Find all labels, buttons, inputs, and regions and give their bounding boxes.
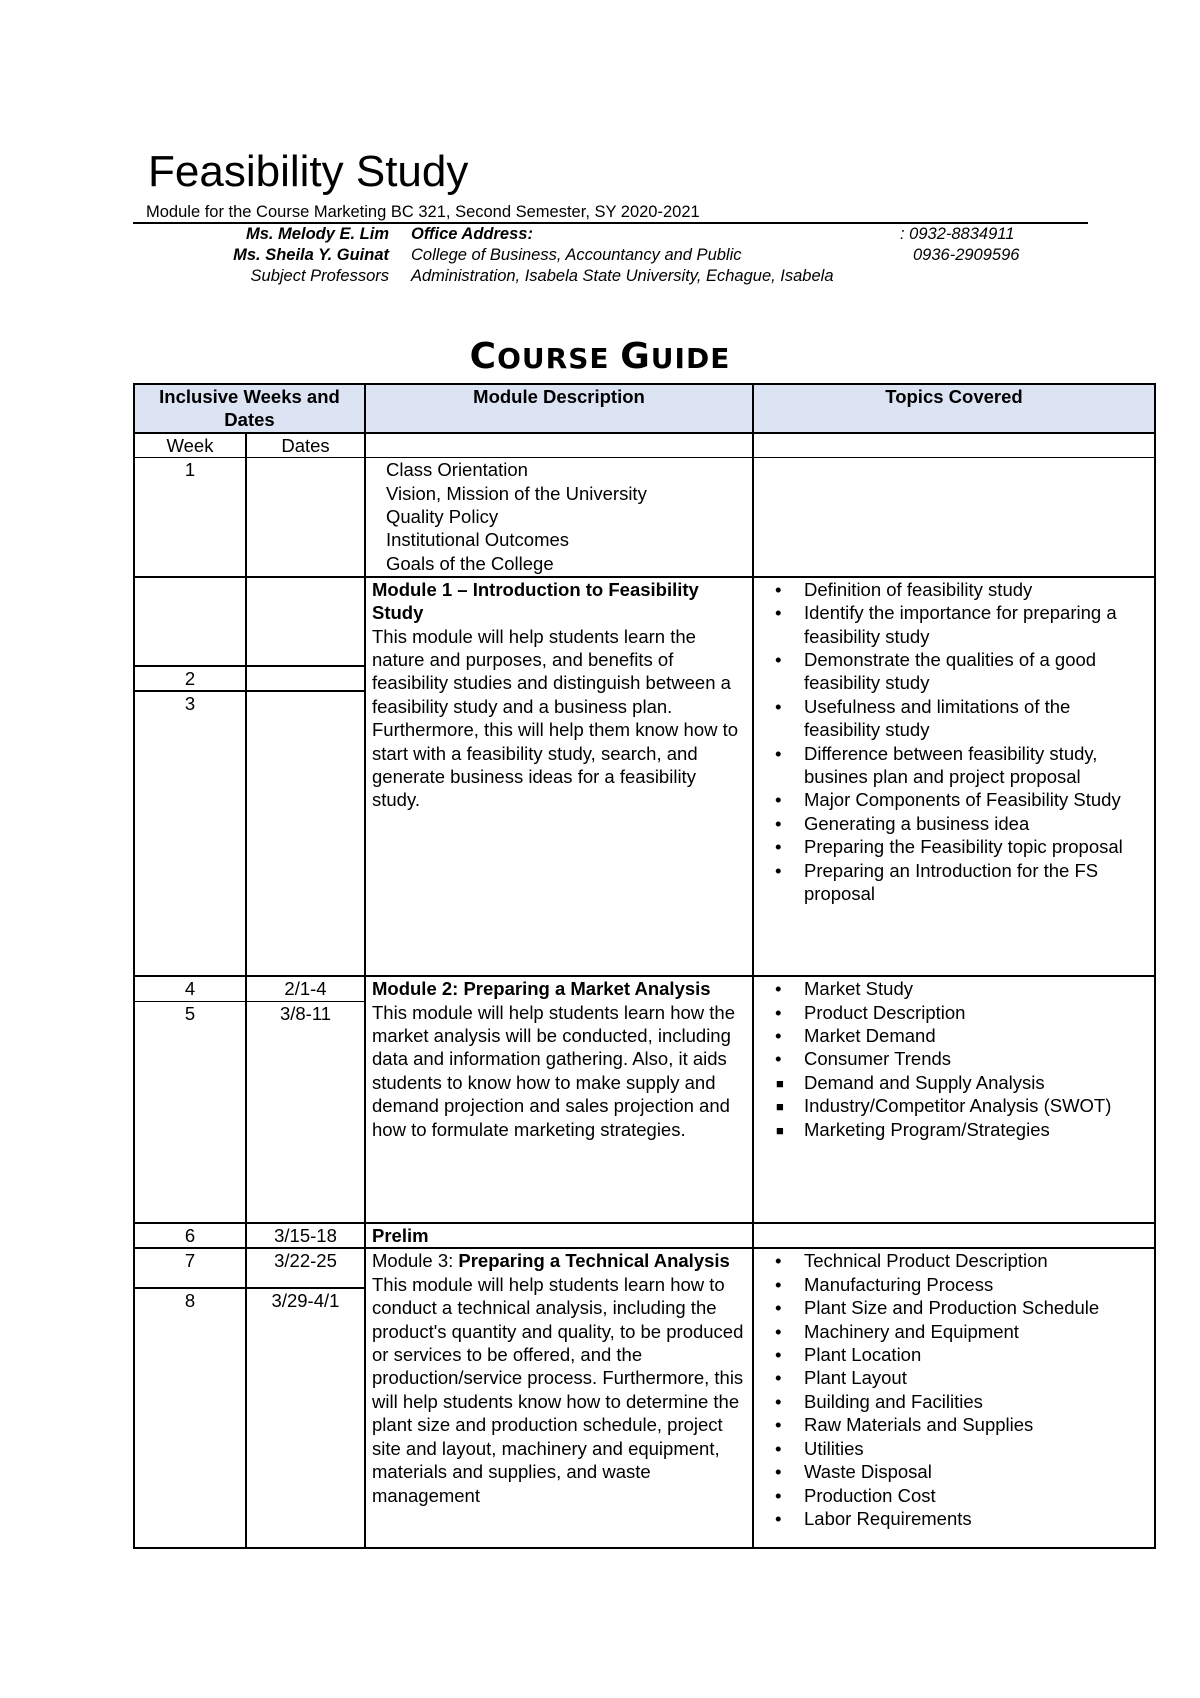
list-item: ■ Demand and Supply Analysis xyxy=(804,1071,1148,1094)
list-item: • Usefulness and limitations of the feasibility study xyxy=(775,695,1071,741)
list-item: • Technical Product Description xyxy=(775,1250,1048,1272)
office-label: Office Address: xyxy=(411,225,533,243)
bullet-icon: • xyxy=(775,1048,782,1070)
bullet-icon: • xyxy=(775,1250,782,1272)
list-item: ■ Marketing Program/Strategies xyxy=(804,1118,1148,1141)
col-header-module: Module Description xyxy=(365,384,753,433)
bullet-icon: • xyxy=(775,1437,782,1459)
subheader-dates: Dates xyxy=(246,433,365,458)
bullet-icon: • xyxy=(775,1344,782,1366)
list-item: Goals of the College xyxy=(386,552,554,574)
list-item: • Labor Requirements xyxy=(775,1507,972,1529)
prelim-row xyxy=(134,1223,1155,1248)
list-item: • Identify the importance for preparing a feasibility study xyxy=(775,602,1117,647)
list-item: • Production Cost xyxy=(775,1484,936,1506)
bullet-icon: • xyxy=(775,1484,782,1506)
office-address-line: College of Business, Accountancy and Public xyxy=(411,246,742,264)
list-item: • Demonstrate the qualities of a good feasibility study xyxy=(775,648,1097,694)
orientation-list xyxy=(365,458,753,577)
subheader-week: Week xyxy=(134,433,246,458)
module-text: This module will help students learn the nature and purposes, and benefits of feasibility studies and distinguish between a feasibility study and a business plan. Furthermore, this will help them know how to start with a feasibility study, search, and generate business ideas for a feasibility study. xyxy=(372,625,739,811)
phone-number: : 0932-8834911 xyxy=(900,225,1015,243)
professor-name: Ms. Melody E. Lim xyxy=(245,225,389,243)
list-item: • Waste Disposal xyxy=(775,1461,932,1483)
dates-cell: 3/29-4/1 xyxy=(246,1288,365,1548)
bullet-icon: • xyxy=(775,1367,782,1389)
week-cell: 8 xyxy=(134,1288,246,1548)
square-bullet-icon: ■ xyxy=(776,1075,784,1091)
list-item: • Manufacturing Process xyxy=(775,1273,994,1295)
list-item: • Preparing an Introduction for the FS proposal xyxy=(775,859,1099,904)
module2-row xyxy=(134,976,1155,1001)
list-item: • Market Demand xyxy=(775,1024,936,1046)
week-cell: 5 xyxy=(134,1001,246,1223)
square-bullet-icon: ■ xyxy=(776,1122,784,1138)
col-header-topics: Topics Covered xyxy=(753,384,1155,433)
bullet-icon: • xyxy=(775,978,782,1000)
professor-role: Subject Professors xyxy=(250,267,389,285)
dates-cell: 3/8-11 xyxy=(246,1001,365,1223)
bullet-icon: • xyxy=(775,578,782,600)
list-item: • Market Study xyxy=(775,978,913,1000)
dates-cell: 3/15-18 xyxy=(246,1223,365,1248)
week-cell: 1 xyxy=(134,458,246,577)
bullet-icon: • xyxy=(775,789,782,811)
course-guide-table xyxy=(133,383,1156,1549)
bullet-icon: • xyxy=(775,1414,782,1436)
module-title: Module 2: Preparing a Market Analysis xyxy=(372,978,711,1000)
list-item: • Generating a business idea xyxy=(775,812,1030,834)
list-item: • Plant Location xyxy=(775,1344,922,1366)
list-item: • Utilities xyxy=(775,1437,864,1459)
office-address-line: Administration, Isabela State University, Echague, Isabela xyxy=(411,267,834,285)
bullet-icon: • xyxy=(775,1273,782,1295)
module1-row xyxy=(134,577,1155,666)
square-bullet-icon: ■ xyxy=(776,1099,784,1115)
list-item: • Consumer Trends xyxy=(775,1048,952,1070)
bullet-icon: • xyxy=(775,1024,782,1046)
list-item: • Plant Layout xyxy=(775,1367,907,1389)
module3-row xyxy=(134,1248,1155,1288)
list-item: • Product Description xyxy=(775,1001,966,1023)
list-item: • Plant Size and Production Schedule xyxy=(775,1297,1100,1319)
module-title: Module 3: Preparing a Technical Analysis xyxy=(372,1250,730,1272)
bullet-icon: • xyxy=(775,1507,782,1529)
prelim-label: Prelim xyxy=(365,1223,753,1248)
bullet-icon: • xyxy=(775,1297,782,1319)
list-item: • Definition of feasibility study xyxy=(775,578,1033,600)
header-row xyxy=(134,384,1155,433)
list-item: Class Orientation xyxy=(386,459,528,481)
list-item: • Raw Materials and Supplies xyxy=(775,1414,1034,1436)
module-text: This module will help students learn how to conduct a technical analysis, including the product's quantity and quality, to be produced or services to be offered, and the production/service process. Furthermore, this will help students know how to determine the plant size and production schedule, project site and layout, machinery and equipment, materials and supplies, and waste management xyxy=(372,1273,744,1506)
orientation-row xyxy=(134,458,1155,577)
module-title: Module 1 – Introduction to Feasibility Study xyxy=(372,578,699,624)
bullet-icon: • xyxy=(775,836,782,858)
list-item: • Building and Facilities xyxy=(775,1390,983,1412)
list-item: Institutional Outcomes xyxy=(386,529,570,551)
bullet-icon: • xyxy=(775,1461,782,1483)
subheader-row xyxy=(134,433,1155,458)
list-item: Quality Policy xyxy=(386,506,499,528)
list-item: • Preparing the Feasibility topic proposal xyxy=(775,836,1123,858)
dates-cell: 2/1-4 xyxy=(246,976,365,1001)
bullet-icon: • xyxy=(775,602,782,624)
week-cell: 3 xyxy=(134,691,246,976)
document-title: Feasibility Study xyxy=(148,147,469,196)
week-cell: 2 xyxy=(134,666,246,691)
bullet-icon: • xyxy=(775,1390,782,1412)
week-cell: 4 xyxy=(134,976,246,1001)
week-cell: 7 xyxy=(134,1248,246,1288)
course-guide-heading: COURSE GUIDE xyxy=(469,336,731,377)
module1-description xyxy=(365,577,753,976)
bullet-icon: • xyxy=(775,859,782,881)
document-subtitle: Module for the Course Marketing BC 321, Second Semester, SY 2020-2021 xyxy=(146,203,700,221)
module1-topics xyxy=(753,577,1155,976)
dates-cell: 3/22-25 xyxy=(246,1248,365,1288)
col-header-weeks: Inclusive Weeks and Dates xyxy=(134,384,365,433)
week-cell: 6 xyxy=(134,1223,246,1248)
list-item: Vision, Mission of the University xyxy=(386,482,647,504)
bullet-icon: • xyxy=(775,695,782,717)
list-item: • Machinery and Equipment xyxy=(775,1320,1019,1342)
list-item: ■ Industry/Competitor Analysis (SWOT) xyxy=(804,1094,1148,1117)
module2-description xyxy=(365,976,753,1223)
module-text: This module will help students learn how the market analysis will be conducted, including data and information gathering. Also, it aids students to know how to make supply and demand projection and sales projection and how to formulate marketing strategies. xyxy=(372,1001,735,1140)
bullet-icon: • xyxy=(775,812,782,834)
bullet-icon: • xyxy=(775,1001,782,1023)
bullet-icon: • xyxy=(775,1320,782,1342)
module3-topics xyxy=(753,1248,1155,1548)
list-item: • Major Components of Feasibility Study xyxy=(775,789,1121,811)
module2-topics xyxy=(753,976,1155,1223)
list-item: • Difference between feasibility study, busines plan and project proposal xyxy=(775,742,1098,787)
phone-number: 0936-2909596 xyxy=(913,246,1020,264)
bullet-icon: • xyxy=(775,742,782,764)
bullet-icon: • xyxy=(775,648,782,670)
professor-name: Ms. Sheila Y. Guinat xyxy=(233,246,389,264)
module3-description xyxy=(365,1248,753,1548)
